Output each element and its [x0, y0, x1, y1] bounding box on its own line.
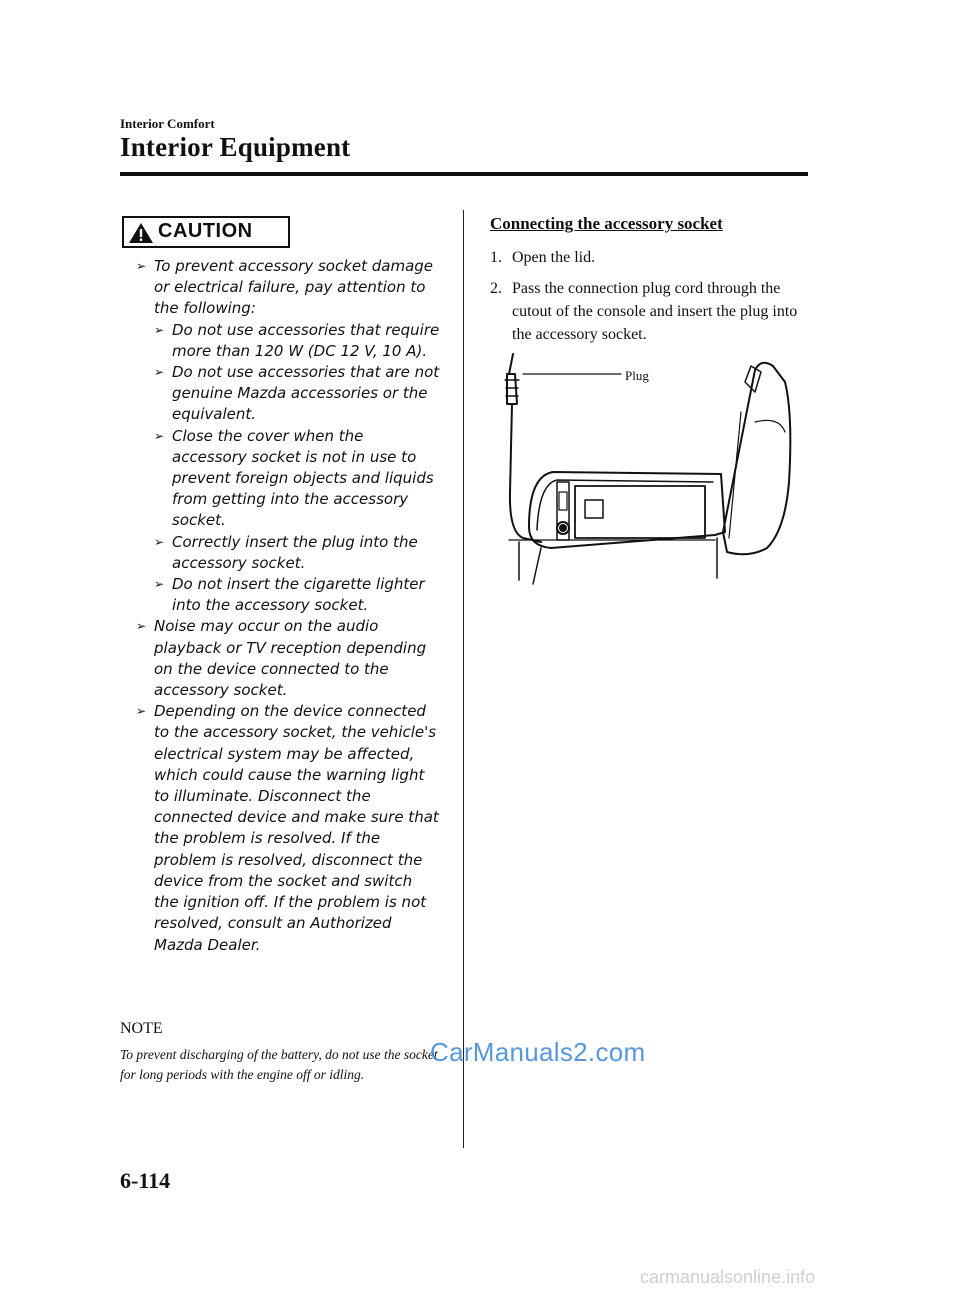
page-title: Interior Equipment: [120, 132, 351, 162]
arrow-bullet-icon: ➢: [154, 534, 165, 549]
caution-item-text: To prevent accessory socket damage or electrical failure, pay attention to the following:: [154, 257, 434, 318]
caution-item: [136, 616, 440, 701]
column-divider: [463, 210, 464, 1148]
arrow-bullet-icon: ➢: [154, 322, 165, 337]
caution-item: [136, 701, 440, 955]
caution-item: [136, 256, 440, 616]
watermark-link[interactable]: CarManuals2.com: [430, 1037, 646, 1067]
caution-subitem: [154, 426, 440, 532]
plug-label: Plug: [625, 368, 649, 383]
caution-subitem: [154, 362, 440, 426]
caution-subitem: [154, 574, 440, 616]
caution-subitem-text: Do not insert the cigarette lighter into the accessory socket.: [172, 575, 425, 615]
caution-item-text: Depending on the device connected to the accessory socket, the vehicle's electrical system may be affected, which could cause the warning light to illuminate. Disconnect the connected device and make sure that the problem is resolved. If the problem is resolved, disconnect the device from the socket and switch the ignition off. If the problem is not resolved, consult an Authorized Mazda Dealer.: [154, 702, 439, 954]
caution-subitem-text: Do not use accessories that are not genuine Mazda accessories or the equivalent.: [172, 363, 440, 424]
caution-subitem-text: Close the cover when the accessory socket is not in use to prevent foreign objects and liquids from getting into the accessory socket.: [172, 426, 434, 530]
arrow-bullet-icon: ➢: [136, 704, 147, 719]
footer-site-link[interactable]: carmanualsonline.info: [640, 1267, 816, 1287]
caution-item-text: Noise may occur on the audio playback or TV reception depending on the device connected to the accessory socket.: [154, 617, 427, 700]
arrow-bullet-icon: ➢: [154, 577, 165, 592]
caution-sublist: [154, 320, 440, 617]
caution-subitem: [154, 532, 440, 574]
console-socket-illustration: [493, 352, 803, 592]
step-number: 1.: [490, 249, 502, 266]
caution-label: CAUTION: [158, 220, 253, 242]
step-number: 2.: [490, 280, 502, 297]
header-divider: [120, 172, 808, 176]
caution-subitem: [154, 320, 440, 362]
step-text: Open the lid.: [512, 249, 596, 266]
note-heading: NOTE: [120, 1020, 163, 1037]
step-item: [490, 246, 808, 269]
caution-subitem-text: Do not use accessories that require more than 120 W (DC 12 V, 10 A).: [172, 320, 440, 360]
caution-box: [122, 216, 290, 248]
caution-list: [136, 256, 440, 956]
steps-list: [490, 246, 808, 354]
step-text: Pass the connection plug cord through the cutout of the console and insert the plug into the accessory socket.: [512, 280, 798, 343]
connecting-heading: Connecting the accessory socket: [490, 214, 723, 233]
arrow-bullet-icon: ➢: [136, 259, 147, 273]
step-item: [490, 277, 808, 346]
page-number: 6-114: [120, 1168, 171, 1193]
arrow-bullet-icon: ➢: [136, 619, 147, 634]
plug-icon: [507, 374, 517, 404]
note-text: To prevent discharging of the battery, do not use the socket for long periods with the engine off or idling.: [120, 1047, 438, 1082]
caution-subitem-text: Correctly insert the plug into the accessory socket.: [172, 532, 418, 572]
section-label: Interior Comfort: [120, 116, 215, 131]
arrow-bullet-icon: ➢: [154, 428, 165, 443]
arrow-bullet-icon: ➢: [154, 365, 165, 380]
warning-triangle-icon: [128, 222, 154, 244]
